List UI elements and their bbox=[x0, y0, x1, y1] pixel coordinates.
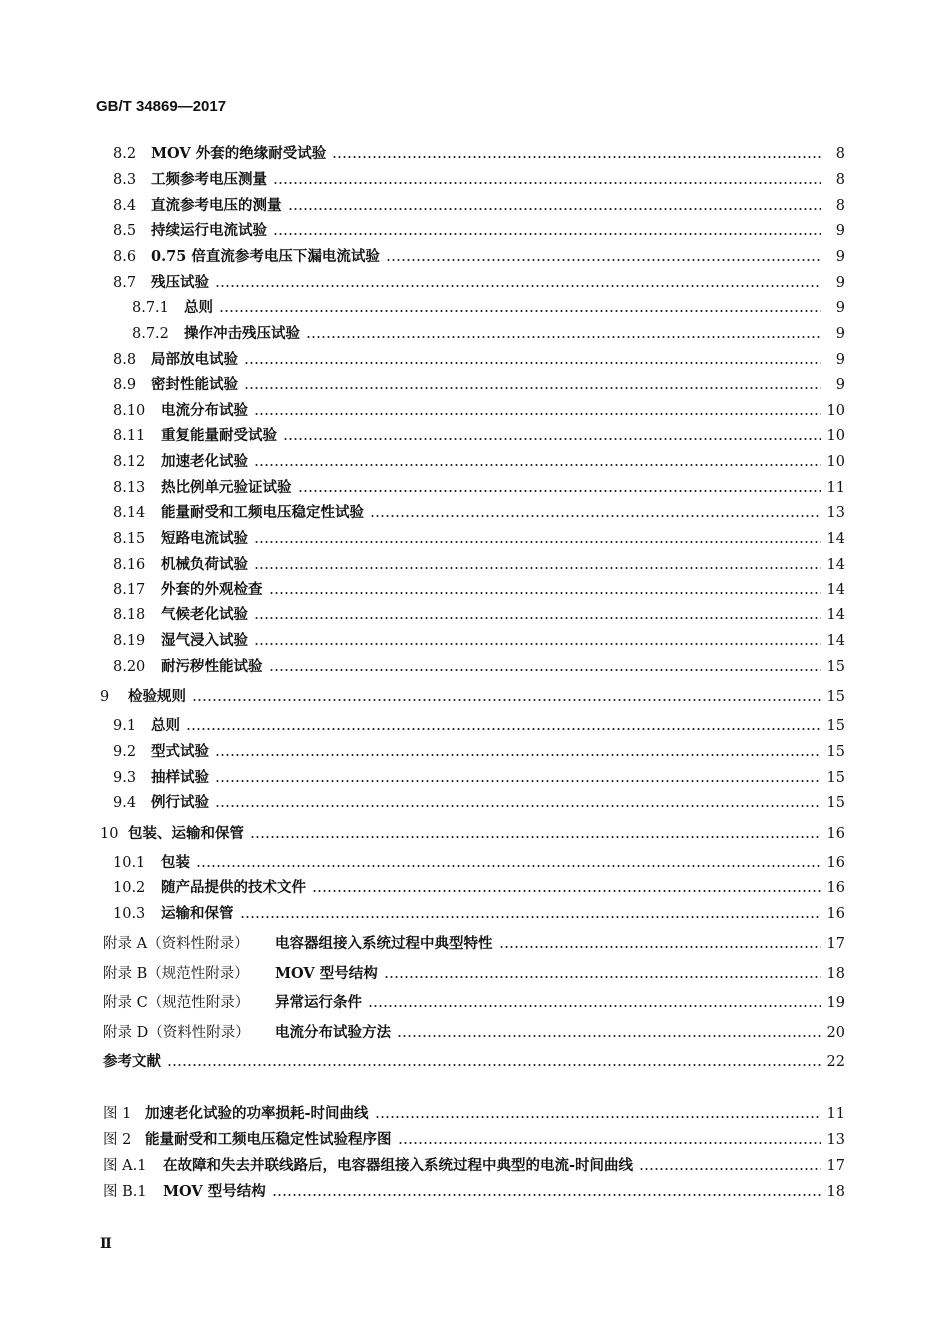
toc-entry-number: 8.8 bbox=[113, 352, 137, 368]
toc-entry-title: 例行试验 bbox=[151, 794, 209, 811]
figure-entry-page: 13 bbox=[826, 1132, 845, 1148]
toc-entry-title: 型式试验 bbox=[151, 743, 209, 760]
figure-entry[interactable] bbox=[103, 1129, 845, 1151]
toc-entry-title: 气候老化试验 bbox=[161, 606, 248, 623]
dot-leader bbox=[254, 413, 821, 415]
page-number: Ⅱ bbox=[100, 1236, 112, 1252]
dot-leader bbox=[499, 946, 821, 948]
toc-entry-number: 附录 D（资料性附录） bbox=[103, 1025, 250, 1041]
toc-entry-number: 9.3 bbox=[113, 770, 137, 786]
dot-leader bbox=[375, 1116, 821, 1118]
dot-leader bbox=[254, 643, 821, 645]
toc-entry-page: 9 bbox=[835, 326, 845, 342]
toc-entry-title: MOV 外套的绝缘耐受试验 bbox=[151, 145, 327, 162]
toc-entry-page: 16 bbox=[826, 826, 845, 842]
figure-entry-title: MOV 型号结构 bbox=[163, 1183, 266, 1200]
toc-entry-number: 8.11 bbox=[113, 428, 146, 444]
dot-leader bbox=[397, 1035, 821, 1037]
toc-entry-title: 电流分布试验 bbox=[161, 402, 248, 419]
toc-entry-title: 包装 bbox=[161, 854, 190, 871]
dot-leader bbox=[332, 156, 821, 158]
toc-entry-number: 附录 C（规范性附录） bbox=[103, 995, 250, 1011]
dot-leader bbox=[306, 336, 821, 338]
toc-entry[interactable] bbox=[113, 741, 845, 763]
toc-entry-number: 8.6 bbox=[113, 249, 137, 265]
toc-entry-number: 8.20 bbox=[113, 659, 146, 675]
dot-leader bbox=[244, 387, 821, 389]
toc-entry-number: 9.1 bbox=[113, 718, 137, 734]
toc-entry[interactable] bbox=[113, 169, 845, 191]
dot-leader bbox=[269, 669, 821, 671]
toc-entry-number: 8.10 bbox=[113, 403, 146, 419]
toc-entry-number: 8.3 bbox=[113, 172, 137, 188]
toc-entry-page: 14 bbox=[826, 607, 845, 623]
figure-entry[interactable] bbox=[103, 1181, 845, 1203]
toc-entry[interactable] bbox=[113, 220, 845, 242]
figure-entry-page: 17 bbox=[826, 1158, 845, 1174]
toc-entry[interactable] bbox=[113, 272, 845, 294]
toc-entry[interactable] bbox=[113, 792, 845, 814]
toc-entry[interactable] bbox=[113, 349, 845, 371]
dot-leader bbox=[254, 617, 821, 619]
toc-entry-number: 8.19 bbox=[113, 633, 146, 649]
figure-entry-number: 图 A.1 bbox=[103, 1158, 147, 1174]
toc-entry[interactable] bbox=[100, 686, 845, 708]
toc-entry-title: 能量耐受和工频电压稳定性试验 bbox=[161, 504, 364, 521]
toc-entry-title: 工频参考电压测量 bbox=[151, 171, 267, 188]
toc-entry-title: 耐污秽性能试验 bbox=[161, 658, 263, 675]
toc-entry-page: 19 bbox=[826, 995, 845, 1011]
figure-entry[interactable] bbox=[103, 1103, 845, 1125]
toc-entry[interactable] bbox=[113, 604, 845, 626]
dot-leader bbox=[298, 490, 821, 492]
dot-leader bbox=[288, 208, 822, 210]
figure-entry-number: 图 1 bbox=[103, 1106, 132, 1122]
toc-entry-number: 8.13 bbox=[113, 480, 146, 496]
dot-leader bbox=[386, 259, 821, 261]
dot-leader bbox=[312, 890, 821, 892]
dot-leader bbox=[368, 1005, 821, 1007]
dot-leader bbox=[192, 699, 821, 701]
figure-entry-page: 18 bbox=[826, 1184, 845, 1200]
toc-entry-page: 9 bbox=[835, 377, 845, 393]
toc-entry-page: 18 bbox=[826, 966, 845, 982]
figure-entry-number: 图 B.1 bbox=[103, 1184, 147, 1200]
dot-leader bbox=[283, 438, 821, 440]
toc-entry[interactable] bbox=[113, 477, 845, 499]
toc-entry-number: 8.18 bbox=[113, 607, 146, 623]
toc-entry[interactable] bbox=[103, 992, 845, 1014]
toc-entry-page: 16 bbox=[826, 855, 845, 871]
dot-leader bbox=[254, 464, 821, 466]
toc-entry[interactable] bbox=[103, 1022, 845, 1044]
toc-entry[interactable] bbox=[113, 528, 845, 550]
dot-leader bbox=[250, 836, 821, 838]
toc-entry-number: 10.3 bbox=[113, 906, 146, 922]
toc-entry[interactable] bbox=[113, 877, 845, 899]
toc-entry-page: 15 bbox=[826, 689, 845, 705]
toc-entry-page: 8 bbox=[835, 172, 845, 188]
dot-leader bbox=[215, 805, 821, 807]
toc-entry-number: 8.7.1 bbox=[132, 300, 169, 316]
toc-entry-title: 检验规则 bbox=[128, 688, 186, 705]
dot-leader bbox=[167, 1064, 821, 1066]
toc-entry[interactable] bbox=[113, 502, 845, 524]
dot-leader bbox=[186, 728, 821, 730]
toc-entry[interactable] bbox=[103, 1051, 845, 1073]
dot-leader bbox=[639, 1168, 821, 1170]
dot-leader bbox=[215, 780, 821, 782]
toc-entry-number: 8.16 bbox=[113, 557, 146, 573]
toc-entry-page: 9 bbox=[835, 223, 845, 239]
toc-entry[interactable] bbox=[113, 246, 845, 268]
toc-entry[interactable] bbox=[113, 374, 845, 396]
toc-entry-page: 14 bbox=[826, 531, 845, 547]
toc-entry-number: 附录 A（资料性附录） bbox=[103, 936, 249, 952]
dot-leader bbox=[384, 976, 821, 978]
toc-entry[interactable] bbox=[103, 933, 845, 955]
dot-leader bbox=[254, 541, 821, 543]
figure-entry-title: 能量耐受和工频电压稳定性试验程序图 bbox=[145, 1131, 392, 1148]
toc-entry[interactable] bbox=[132, 323, 845, 345]
toc-entry-page: 8 bbox=[835, 146, 845, 162]
toc-entry-title: 机械负荷试验 bbox=[161, 556, 248, 573]
toc-entry-title: 局部放电试验 bbox=[151, 351, 238, 368]
toc-entry[interactable] bbox=[100, 823, 845, 845]
dot-leader bbox=[398, 1142, 821, 1144]
toc-entry[interactable] bbox=[113, 143, 845, 165]
dot-leader bbox=[196, 865, 821, 867]
toc-entry-number: 8.7 bbox=[113, 275, 137, 291]
toc-entry-number: 8.9 bbox=[113, 377, 137, 393]
standard-code: GB/T 34869—2017 bbox=[96, 98, 227, 115]
toc-entry[interactable] bbox=[113, 400, 845, 422]
toc-entry-page: 14 bbox=[826, 557, 845, 573]
dot-leader bbox=[272, 1194, 821, 1196]
toc-entry-page: 9 bbox=[835, 300, 845, 316]
toc-entry-title: 湿气浸入试验 bbox=[161, 632, 248, 649]
toc-entry-page: 14 bbox=[826, 633, 845, 649]
toc-entry-title: 随产品提供的技术文件 bbox=[161, 879, 306, 896]
toc-entry-title: 热比例单元验证试验 bbox=[161, 479, 292, 496]
toc-entry-number: 10.1 bbox=[113, 855, 146, 871]
figure-entry-title: 在故障和失去并联线路后，电容器组接入系统过程中典型的电流-时间曲线 bbox=[163, 1157, 634, 1174]
dot-leader bbox=[273, 233, 821, 235]
toc-entry-number: 9.2 bbox=[113, 744, 137, 760]
figure-entry-number: 图 2 bbox=[103, 1132, 132, 1148]
toc-entry-title: 持续运行电流试验 bbox=[151, 222, 267, 239]
toc-entry-number: 8.12 bbox=[113, 454, 146, 470]
dot-leader bbox=[254, 567, 821, 569]
toc-entry-number: 10 bbox=[100, 826, 119, 842]
toc-entry-title: 异常运行条件 bbox=[275, 994, 362, 1011]
toc-entry[interactable] bbox=[103, 963, 845, 985]
dot-leader bbox=[240, 916, 821, 918]
toc-entry-title: 密封性能试验 bbox=[151, 376, 238, 393]
dot-leader bbox=[273, 182, 821, 184]
toc-entry-number: 8.5 bbox=[113, 223, 137, 239]
toc-entry[interactable] bbox=[113, 630, 845, 652]
toc-entry-page: 10 bbox=[826, 403, 845, 419]
toc-entry-title: 重复能量耐受试验 bbox=[161, 427, 277, 444]
toc-entry[interactable] bbox=[113, 451, 845, 473]
toc-entry-title: 外套的外观检查 bbox=[161, 581, 263, 598]
dot-leader bbox=[219, 310, 821, 312]
toc-entry-title: 运输和保管 bbox=[161, 905, 234, 922]
figure-entry-page: 11 bbox=[826, 1106, 845, 1122]
toc-entry-page: 15 bbox=[826, 795, 845, 811]
toc-entry-title: MOV 型号结构 bbox=[275, 965, 378, 982]
toc-entry[interactable] bbox=[113, 852, 845, 874]
toc-entry-title: 短路电流试验 bbox=[161, 530, 248, 547]
toc-entry-page: 17 bbox=[826, 936, 845, 952]
toc-entry-number: 8.4 bbox=[113, 198, 137, 214]
toc-entry-number: 9 bbox=[100, 689, 110, 705]
toc-entry-number: 10.2 bbox=[113, 880, 146, 896]
toc-entry-title: 直流参考电压的测量 bbox=[151, 197, 282, 214]
toc-entry-title: 0.75 倍直流参考电压下漏电流试验 bbox=[151, 248, 380, 265]
toc-entry[interactable] bbox=[113, 767, 845, 789]
toc-entry-page: 15 bbox=[826, 744, 845, 760]
toc-entry-title: 参考文献 bbox=[103, 1053, 161, 1070]
toc-entry-number: 9.4 bbox=[113, 795, 137, 811]
toc-entry-page: 10 bbox=[826, 454, 845, 470]
toc-entry[interactable] bbox=[113, 425, 845, 447]
dot-leader bbox=[370, 515, 821, 517]
toc-entry[interactable] bbox=[113, 554, 845, 576]
toc-entry[interactable] bbox=[113, 579, 845, 601]
toc-entry[interactable] bbox=[132, 297, 845, 319]
toc-entry-page: 9 bbox=[835, 275, 845, 291]
toc-entry-number: 8.2 bbox=[113, 146, 137, 162]
toc-entry-page: 20 bbox=[826, 1025, 845, 1041]
toc-entry-title: 总则 bbox=[151, 717, 180, 734]
toc-entry[interactable] bbox=[113, 715, 845, 737]
toc-entry-page: 15 bbox=[826, 718, 845, 734]
toc-entry-page: 22 bbox=[826, 1054, 845, 1070]
toc-entry-page: 13 bbox=[826, 505, 845, 521]
toc-entry-page: 9 bbox=[835, 352, 845, 368]
toc-entry[interactable] bbox=[113, 195, 845, 217]
toc-entry-page: 10 bbox=[826, 428, 845, 444]
toc-entry-number: 8.15 bbox=[113, 531, 146, 547]
dot-leader bbox=[269, 592, 821, 594]
figure-entry[interactable] bbox=[103, 1155, 845, 1177]
toc-entry-title: 包装、运输和保管 bbox=[128, 825, 244, 842]
toc-entry-number: 8.7.2 bbox=[132, 326, 169, 342]
toc-entry-title: 电容器组接入系统过程中典型特性 bbox=[275, 935, 493, 952]
toc-entry-page: 16 bbox=[826, 880, 845, 896]
toc-entry-page: 15 bbox=[826, 770, 845, 786]
dot-leader bbox=[215, 754, 821, 756]
toc-entry-title: 总则 bbox=[184, 299, 213, 316]
toc-entry-page: 9 bbox=[835, 249, 845, 265]
toc-entry-number: 附录 B（规范性附录） bbox=[103, 966, 249, 982]
toc-entry-title: 电流分布试验方法 bbox=[275, 1024, 391, 1041]
toc-entry[interactable] bbox=[113, 903, 845, 925]
toc-entry-title: 残压试验 bbox=[151, 274, 209, 291]
toc-entry-title: 加速老化试验 bbox=[161, 453, 248, 470]
dot-leader bbox=[215, 285, 821, 287]
toc-entry-title: 操作冲击残压试验 bbox=[184, 325, 300, 342]
figure-entry-title: 加速老化试验的功率损耗-时间曲线 bbox=[145, 1105, 369, 1122]
toc-entry-number: 8.14 bbox=[113, 505, 146, 521]
toc-entry[interactable] bbox=[113, 656, 845, 678]
toc-entry-page: 16 bbox=[826, 906, 845, 922]
dot-leader bbox=[244, 362, 821, 364]
toc-entry-page: 14 bbox=[826, 582, 845, 598]
toc-entry-title: 抽样试验 bbox=[151, 769, 209, 786]
toc-entry-number: 8.17 bbox=[113, 582, 146, 598]
toc-entry-page: 11 bbox=[826, 480, 845, 496]
toc-entry-page: 15 bbox=[826, 659, 845, 675]
toc-entry-page: 8 bbox=[835, 198, 845, 214]
